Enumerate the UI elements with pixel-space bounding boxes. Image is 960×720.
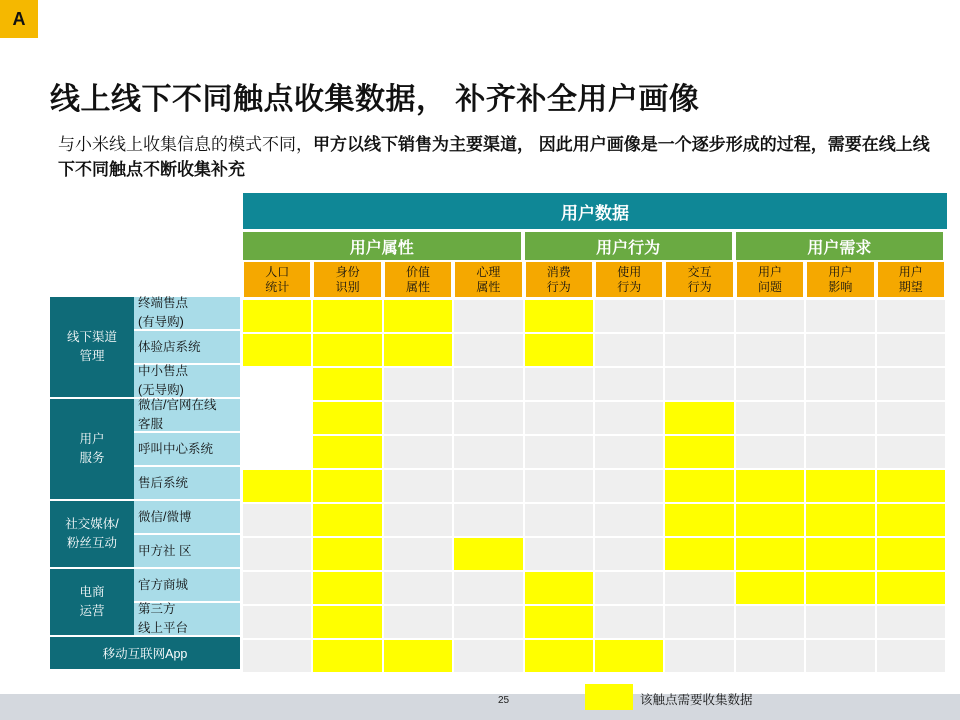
- cell-empty: [243, 538, 311, 570]
- cell-empty: [595, 606, 663, 638]
- cell-empty: [877, 300, 945, 332]
- cell-empty: [384, 572, 452, 604]
- cell-marked: [877, 470, 945, 502]
- cell-marked: [806, 538, 874, 570]
- cell-empty: [243, 368, 311, 400]
- cell-empty: [595, 368, 663, 400]
- cell-empty: [454, 470, 522, 502]
- cell-empty: [736, 368, 804, 400]
- cell-empty: [665, 606, 733, 638]
- cell-empty: [736, 640, 804, 672]
- row-label: 体验店系统: [134, 331, 240, 363]
- cell-marked: [665, 402, 733, 434]
- cell-empty: [877, 334, 945, 366]
- cell-marked: [736, 538, 804, 570]
- cell-empty: [384, 436, 452, 468]
- cell-marked: [313, 402, 381, 434]
- cell-marked: [384, 640, 452, 672]
- row-label: 微信/微博: [134, 501, 240, 533]
- column-header: 交互 行为: [666, 262, 732, 297]
- column-header: 用户 影响: [807, 262, 873, 297]
- cell-empty: [877, 436, 945, 468]
- row-label: 官方商城: [134, 569, 240, 601]
- cell-empty: [525, 402, 593, 434]
- row-label: 终端售点 (有导购): [134, 297, 240, 329]
- cell-empty: [525, 470, 593, 502]
- row-label: 中小售点 (无导购): [134, 365, 240, 397]
- cell-marked: [525, 640, 593, 672]
- category-label: 社交媒体/ 粉丝互动: [50, 501, 134, 567]
- cell-empty: [384, 470, 452, 502]
- row-label: 呼叫中心系统: [134, 433, 240, 465]
- cell-marked: [313, 572, 381, 604]
- cell-marked: [806, 504, 874, 536]
- cell-marked: [877, 504, 945, 536]
- cell-empty: [243, 572, 311, 604]
- cell-marked: [313, 606, 381, 638]
- cell-marked: [313, 470, 381, 502]
- section-badge: A: [0, 0, 38, 38]
- cell-marked: [243, 334, 311, 366]
- cell-empty: [806, 606, 874, 638]
- cell-empty: [454, 640, 522, 672]
- cell-empty: [243, 640, 311, 672]
- cell-empty: [736, 334, 804, 366]
- cell-marked: [665, 436, 733, 468]
- column-header: 身份 识别: [314, 262, 380, 297]
- page-number: 25: [498, 695, 510, 706]
- cell-empty: [243, 402, 311, 434]
- cell-marked: [313, 300, 381, 332]
- cell-empty: [525, 504, 593, 536]
- cell-marked: [525, 606, 593, 638]
- cell-empty: [243, 606, 311, 638]
- row-label: 售后系统: [134, 467, 240, 499]
- cell-empty: [595, 334, 663, 366]
- cell-empty: [384, 538, 452, 570]
- cell-empty: [665, 334, 733, 366]
- cell-marked: [313, 538, 381, 570]
- cell-empty: [384, 402, 452, 434]
- cell-empty: [665, 572, 733, 604]
- subtitle-part-3: 以线下销售为主要渠道， 因此用户画像是一个逐步形成的过程，需要在线上线下不同触点不断收集补充: [58, 135, 930, 179]
- cell-marked: [665, 538, 733, 570]
- cell-empty: [806, 334, 874, 366]
- cell-marked: [877, 538, 945, 570]
- cell-empty: [595, 436, 663, 468]
- category-label: 线下渠道 管理: [50, 297, 134, 397]
- cell-marked: [736, 470, 804, 502]
- cell-empty: [384, 504, 452, 536]
- row-label: 第三方 线上平台: [134, 603, 240, 635]
- cell-marked: [313, 368, 381, 400]
- cell-empty: [525, 436, 593, 468]
- footer-bar: [0, 694, 960, 720]
- cell-marked: [595, 640, 663, 672]
- cell-empty: [243, 436, 311, 468]
- cell-empty: [595, 572, 663, 604]
- cell-empty: [665, 368, 733, 400]
- cell-marked: [525, 334, 593, 366]
- table-header-user-data: 用户数据: [243, 193, 947, 229]
- cell-marked: [877, 572, 945, 604]
- cell-marked: [525, 572, 593, 604]
- column-header: 使用 行为: [596, 262, 662, 297]
- cell-empty: [806, 640, 874, 672]
- cell-empty: [454, 606, 522, 638]
- cell-empty: [877, 368, 945, 400]
- cell-marked: [313, 334, 381, 366]
- cell-empty: [525, 368, 593, 400]
- cell-empty: [595, 538, 663, 570]
- subtitle-part-2: 甲方: [313, 135, 347, 154]
- cell-empty: [595, 402, 663, 434]
- cell-empty: [243, 504, 311, 536]
- cell-empty: [454, 504, 522, 536]
- cell-empty: [736, 402, 804, 434]
- category-label: 电商 运营: [50, 569, 134, 635]
- cell-empty: [806, 436, 874, 468]
- cell-empty: [806, 300, 874, 332]
- cell-empty: [454, 572, 522, 604]
- legend-label: 该触点需要收集数据: [640, 693, 753, 707]
- cell-marked: [384, 334, 452, 366]
- row-label: 甲方社 区: [134, 535, 240, 567]
- subtitle-part-1: 与小米线上收集信息的模式不同，: [58, 135, 313, 154]
- cell-marked: [736, 504, 804, 536]
- group-header: 用户属性: [243, 232, 521, 260]
- cell-empty: [595, 300, 663, 332]
- cell-empty: [877, 402, 945, 434]
- cell-marked: [525, 300, 593, 332]
- row-label: 微信/官网在线 客服: [134, 399, 240, 431]
- cell-empty: [736, 300, 804, 332]
- cell-marked: [313, 436, 381, 468]
- column-header: 消费 行为: [526, 262, 592, 297]
- cell-marked: [243, 470, 311, 502]
- cell-empty: [454, 334, 522, 366]
- cell-empty: [595, 504, 663, 536]
- cell-empty: [454, 402, 522, 434]
- cell-empty: [877, 606, 945, 638]
- cell-marked: [665, 504, 733, 536]
- page-title: 线上线下不同触点收集数据， 补齐补全用户画像: [50, 83, 700, 116]
- cell-empty: [525, 538, 593, 570]
- cell-marked: [806, 470, 874, 502]
- cell-marked: [454, 538, 522, 570]
- cell-empty: [384, 606, 452, 638]
- row-label: 移动互联网App: [50, 637, 240, 669]
- cell-marked: [384, 300, 452, 332]
- cell-empty: [454, 368, 522, 400]
- cell-empty: [736, 436, 804, 468]
- cell-empty: [877, 640, 945, 672]
- column-header: 用户 问题: [737, 262, 803, 297]
- column-header: 人口 统计: [244, 262, 310, 297]
- cell-empty: [665, 640, 733, 672]
- cell-empty: [806, 402, 874, 434]
- cell-empty: [384, 368, 452, 400]
- cell-marked: [665, 470, 733, 502]
- cell-empty: [806, 368, 874, 400]
- cell-marked: [243, 300, 311, 332]
- legend-swatch: [585, 684, 633, 710]
- cell-empty: [595, 470, 663, 502]
- category-label: 用户 服务: [50, 399, 134, 499]
- page-subtitle: [58, 132, 938, 182]
- group-header: 用户需求: [736, 232, 943, 260]
- cell-empty: [454, 436, 522, 468]
- group-header: 用户行为: [525, 232, 732, 260]
- cell-empty: [736, 606, 804, 638]
- cell-marked: [313, 504, 381, 536]
- cell-marked: [806, 572, 874, 604]
- cell-empty: [665, 300, 733, 332]
- column-header: 心理 属性: [455, 262, 521, 297]
- cell-marked: [736, 572, 804, 604]
- column-header: 用户 期望: [878, 262, 944, 297]
- cell-empty: [454, 300, 522, 332]
- cell-marked: [313, 640, 381, 672]
- column-header: 价值 属性: [385, 262, 451, 297]
